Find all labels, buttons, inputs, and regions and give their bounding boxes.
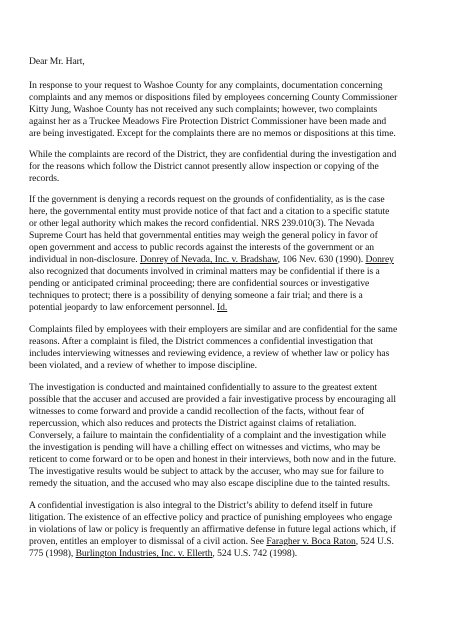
p3-text: , 106 Nev. 630 (1990). bbox=[277, 254, 366, 265]
case-citation-donrey: Donrey of Nevada, Inc. v. Bradshaw bbox=[139, 254, 278, 265]
p3-line-10 bbox=[29, 302, 227, 313]
p6-text: , 524 U.S. 742 (1998). bbox=[212, 548, 298, 559]
p5-line-8: The investigative results would be subject to attack by the accuser, who may sue for failure to bbox=[29, 466, 384, 477]
p3-line-4: Supreme Court has held that governmental entities may weigh the general policy in favor of bbox=[29, 230, 378, 241]
p5-line-4: repercussion, which also reduces and protects the District against claims of retaliation. bbox=[29, 418, 357, 429]
citation-id: Id. bbox=[217, 302, 228, 313]
p3-text: potential jeopardy to law enforcement personnel. bbox=[29, 302, 218, 313]
p1-line-5: are being investigated. Except for the complaints there are no memos or dispositions at this time. bbox=[29, 128, 396, 139]
p6-text: , 524 U.S. bbox=[355, 536, 394, 547]
p2-line-1: While the complaints are record of the District, they are confidential during the investigation and bbox=[29, 149, 397, 160]
p2-line-2: for the reasons which follow the District cannot presently allow inspection or copying of the bbox=[29, 161, 379, 172]
p4-line-1: Complaints filed by employees with their employers are similar and are confidential for the same bbox=[29, 324, 398, 335]
p4-line-3: includes interviewing witnesses and reviewing evidence, a review of whether law or policy has bbox=[29, 348, 390, 359]
case-citation-donrey-short: Donrey bbox=[365, 254, 394, 265]
p6-text: 775 (1998), bbox=[29, 548, 76, 559]
p3-line-3: or other legal authority which makes the record confidential. NRS 239.010(3). The Nevada bbox=[29, 218, 375, 229]
case-citation-burlington: Burlington Industries, Inc. v. Ellerth bbox=[75, 548, 213, 559]
p6-line-2: litigation. The existence of an effective policy and practice of punishing employees who engage bbox=[29, 512, 393, 523]
p6-line-4 bbox=[29, 536, 394, 547]
p3-line-2: here, the governmental entity must provide notice of that fact and a citation to a specific statute bbox=[29, 206, 390, 217]
p3-line-6 bbox=[29, 254, 394, 265]
p1-line-1: In response to your request to Washoe County for any complaints, documentation concerning bbox=[29, 80, 383, 91]
p6-line-5 bbox=[29, 548, 297, 559]
p3-line-9: techniques to protect; there is a possibility of denying someone a fair trial; and there is a bbox=[29, 290, 363, 301]
case-citation-faragher: Faragher v. Boca Raton bbox=[266, 536, 356, 547]
p6-line-1: A confidential investigation is also integral to the District’s ability to defend itself in future bbox=[29, 500, 373, 511]
p5-line-5: Conversely, a failure to maintain the confidentiality of a complaint and the investigation while bbox=[29, 430, 386, 441]
p5-line-7: reticent to come forward or to be open and honest in their interviews, both now and in the future. bbox=[29, 454, 397, 465]
p3-line-1: If the government is denying a records request on the grounds of confidentiality, as is the case bbox=[29, 194, 385, 205]
p3-line-7: also recognized that documents involved in criminal matters may be confidential if there is a bbox=[29, 266, 380, 277]
p2-line-3: records. bbox=[29, 173, 60, 184]
p1-line-3: Kitty Jung, Washoe County has not received any such complaints; however, two complaints bbox=[29, 104, 378, 115]
p3-line-5: open government and access to public records against the interests of the government or an bbox=[29, 242, 375, 253]
p5-line-2: possible that the accuser and accused are provided a fair investigative process by encouraging all bbox=[29, 394, 396, 405]
p1-line-4: against her as a Truckee Meadows Fire Protection District Commissioner have been made and bbox=[29, 116, 387, 127]
p5-line-6: the investigation is pending will have a chilling effect on witnesses and victims, who may be bbox=[29, 442, 381, 453]
greeting: Dear Mr. Hart, bbox=[29, 56, 85, 67]
p3-line-8: pending or anticipated criminal proceeding; there are confidential sources or investigative bbox=[29, 278, 370, 289]
p4-line-4: been violated, and a review of whether to impose discipline. bbox=[29, 360, 257, 371]
p4-line-2: reasons. After a complaint is filed, the District commences a confidential investigation that bbox=[29, 336, 373, 347]
p5-line-3: witnesses to come forward and provide a candid recollection of the facts, without fear of bbox=[29, 406, 365, 417]
p6-text: proven, entitles an employer to dismissal of a civil action. See bbox=[29, 536, 267, 547]
p1-line-2: complaints and any memos or dispositions filed by employees concerning County Commissioner bbox=[29, 92, 398, 103]
p3-text: individual in non-disclosure. bbox=[29, 254, 140, 265]
p6-line-3: in violations of law or policy is frequently an affirmative defense in future legal actions which, if bbox=[29, 524, 396, 535]
p5-line-1: The investigation is conducted and maintained confidentially to assure to the greatest extent bbox=[29, 382, 378, 393]
p5-line-9: remedy the situation, and the accused who may also escape discipline due to the tainted results. bbox=[29, 478, 390, 489]
